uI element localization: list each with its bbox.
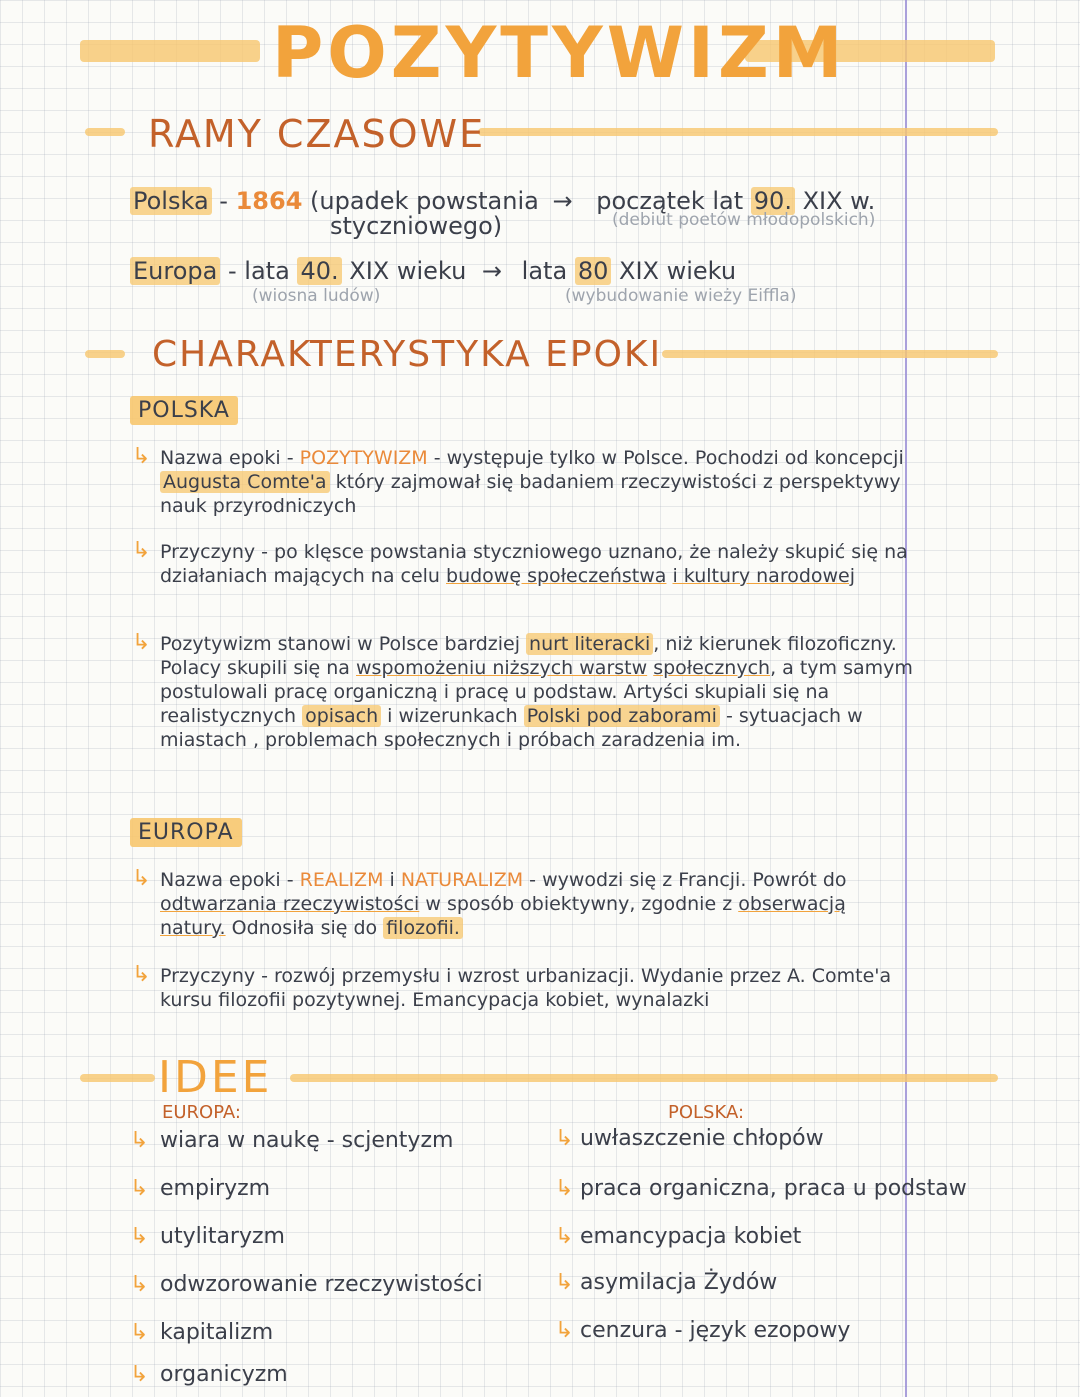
- bullet-icon: ↳: [130, 1362, 149, 1387]
- ramy-heading: RAMY CZASOWE: [148, 112, 486, 156]
- polska-note2: styczniowego): [330, 212, 503, 240]
- idee-stroke-left: [80, 1074, 155, 1082]
- polska-p1: Nazwa epoki - POZYTYWIZM - występuje tylko w Polsce. Pochodzi od koncepcji Augusta Comte'a który zajmował się badaniem rzeczywistości z perspektywy nauk przyrodniczych: [160, 447, 904, 517]
- polska-year: 1864: [235, 187, 303, 215]
- idea-europa-4: odwzorowanie rzeczywistości: [160, 1272, 483, 1297]
- ramy-europa-row: Europa - lata 40. XIX wieku → lata 80 XIX wieku: [130, 256, 900, 286]
- europa-p2: Przyczyny - rozwój przemysłu i wzrost urbanizacji. Wydanie przez A. Comte'a kursu filozofii pozytywnej. Emancypacja kobiet, wynalazki: [160, 965, 892, 1011]
- polska-label: Polska: [130, 187, 212, 215]
- bullet-icon: ↳: [555, 1224, 574, 1249]
- idea-polska-4: asymilacja Żydów: [580, 1270, 778, 1295]
- bullet-icon: ↳: [132, 866, 151, 891]
- bullet-icon: ↳: [130, 1224, 149, 1249]
- europa-end-note: (wybudowanie wieży Eiffla): [565, 286, 797, 306]
- idea-polska-1: uwłaszczenie chłopów: [580, 1126, 824, 1151]
- idee-stroke-right: [290, 1074, 998, 1082]
- ramy-stroke-left: [85, 128, 125, 136]
- bullet-icon: ↳: [555, 1318, 574, 1343]
- idea-polska-3: emancypacja kobiet: [580, 1224, 802, 1249]
- polska-tag: POLSKA: [130, 398, 238, 423]
- page-title: POZYTYWIZM: [272, 12, 847, 94]
- bullet-icon: ↳: [130, 1128, 149, 1153]
- ramy-polska-row: Polska - 1864 (upadek powstania → początek lat 90. XIX w.: [130, 186, 900, 216]
- bullet-icon: ↳: [555, 1176, 574, 1201]
- europa-p1: Nazwa epoki - REALIZM i NATURALIZM - wywodzi się z Francji. Powrót do odtwarzania rzeczywistości w sposób obiektywny, zgodnie z obserwacją natury. Odnosiła się do filozofii.: [160, 869, 847, 939]
- idea-polska-2: praca organiczna, praca u podstaw: [580, 1176, 967, 1201]
- arrow: →: [552, 187, 573, 215]
- bullet-icon: ↳: [555, 1270, 574, 1295]
- idea-europa-2: empiryzm: [160, 1176, 271, 1201]
- polska-p2: Przyczyny - po klęsce powstania styczniowego uznano, że należy skupić się na działaniach mających na celu budowę społeczeństwa i kultury narodowej: [160, 541, 908, 587]
- polska-end-note: (debiut poetów młodopolskich): [612, 210, 876, 230]
- idee-europa-label: EUROPA:: [162, 1102, 241, 1123]
- idea-europa-1: wiara w naukę - scjentyzm: [160, 1128, 454, 1153]
- polska-p3: Pozytywizm stanowi w Polsce bardziej nurt literacki , niż kierunek filozoficzny. Polacy skupili się na wspomożeniu niższych warstw społecznych, a tym samym postulowali pracę organiczną i pracę u podstaw. Artyści skupiali się na realistycznych opisach i wizerunkach Polski pod zaborami - sytuacjach w miastach , problemach społecznych i próbach zaradzenia im.: [160, 633, 913, 751]
- bullet-icon: ↳: [130, 1176, 149, 1201]
- idea-europa-6: organicyzm: [160, 1362, 288, 1387]
- europa-start-note: (wiosna ludów): [252, 286, 381, 306]
- bullet-icon: ↳: [132, 962, 151, 987]
- bullet-icon: ↳: [130, 1272, 149, 1297]
- idee-heading: IDEE: [158, 1052, 273, 1103]
- idea-europa-5: kapitalizm: [160, 1320, 274, 1345]
- bullet-icon: ↳: [132, 630, 151, 655]
- europa-label: Europa: [130, 257, 220, 285]
- idee-polska-label: POLSKA:: [668, 1102, 745, 1123]
- char-stroke-left: [85, 350, 125, 358]
- europa-tag: EUROPA: [130, 820, 242, 845]
- bullet-icon: ↳: [555, 1126, 574, 1151]
- bullet-icon: ↳: [132, 444, 151, 469]
- ramy-stroke-right: [478, 128, 998, 136]
- bullet-icon: ↳: [132, 538, 151, 563]
- char-stroke-right: [662, 350, 998, 358]
- title-stroke-left: [80, 40, 260, 62]
- idea-europa-3: utylitaryzm: [160, 1224, 285, 1249]
- idea-polska-5: cenzura - język ezopowy: [580, 1318, 851, 1343]
- char-heading: CHARAKTERYSTYKA EPOKI: [152, 334, 663, 375]
- bullet-icon: ↳: [130, 1320, 149, 1345]
